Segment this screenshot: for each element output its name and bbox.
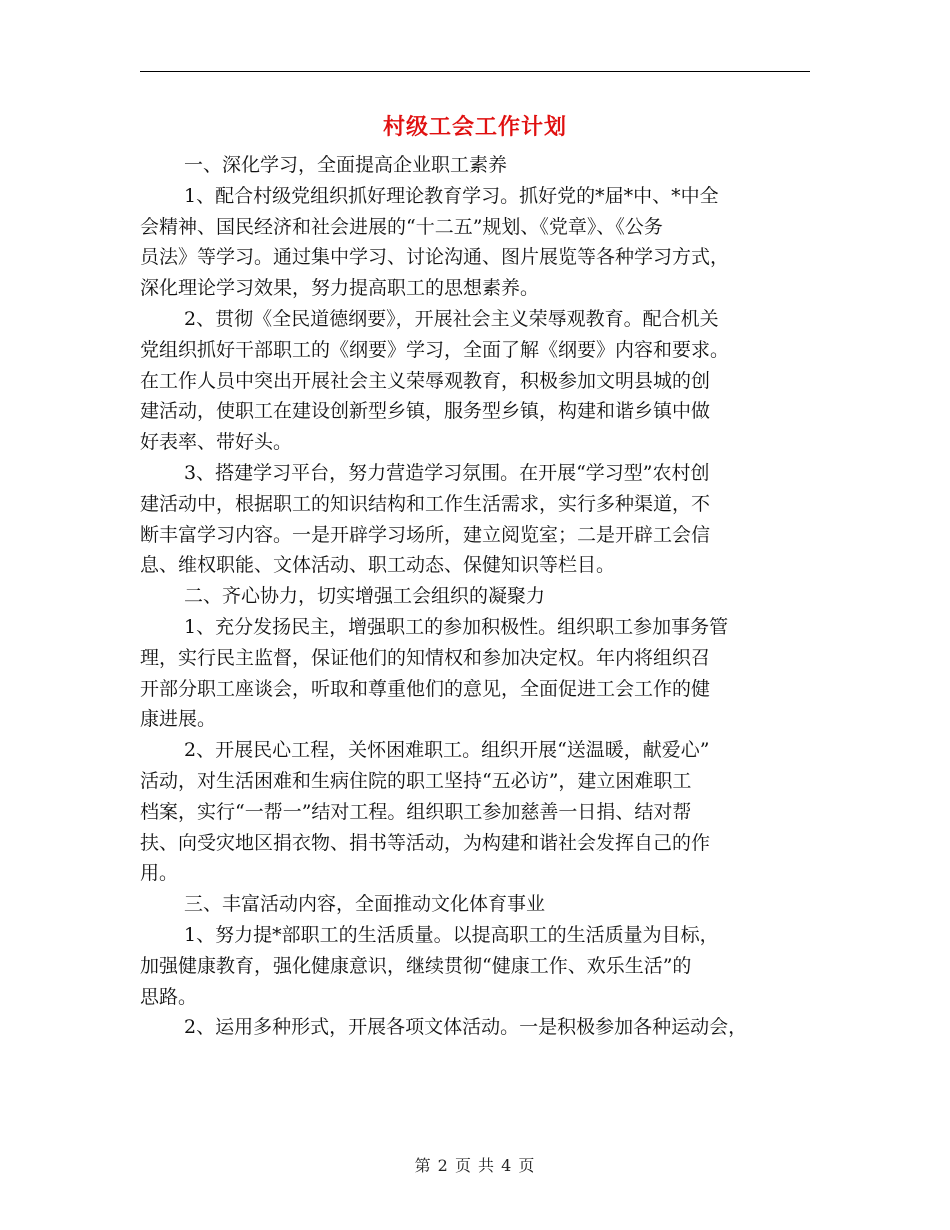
paragraph-line: 用。 [140, 862, 179, 885]
paragraph-line: 2、开展民心工程，关怀困难职工。组织开展“送温暖，献爱心” [184, 739, 710, 762]
section-heading: 二、齐心协力，切实增强工会组织的凝聚力 [184, 585, 546, 608]
paragraph-line: 建活动，使职工在建设创新型乡镇，服务型乡镇，构建和谐乡镇中做 [140, 400, 711, 423]
paragraph-line: 1、充分发扬民主，增强职工的参加积极性。组织职工参加事务管 [184, 615, 729, 638]
paragraph-line: 思路。 [140, 985, 198, 1008]
paragraph-line: 3、搭建学习平台，努力营造学习氛围。在开展“学习型”农村创 [184, 461, 710, 484]
paragraph-line: 息、维权职能、文体活动、职工动态、保健知识等栏目。 [140, 554, 616, 577]
paragraph-line: 员法》等学习。通过集中学习、讨论沟通、图片展览等各种学习方式， [140, 246, 730, 269]
section-heading: 三、丰富活动内容，全面推动文化体育事业 [184, 893, 546, 916]
paragraph-line: 深化理论学习效果，努力提高职工的思想素养。 [140, 277, 540, 300]
paragraph-line: 2、贯彻《全民道德纲要》，开展社会主义荣辱观教育。配合机关 [184, 307, 719, 330]
paragraph-line: 断丰富学习内容。一是开辟学习场所，建立阅览室；二是开辟工会信 [140, 523, 711, 546]
document-body [140, 150, 810, 1043]
paragraph-line: 开部分职工座谈会，听取和尊重他们的意见，全面促进工会工作的健 [140, 677, 711, 700]
paragraph-line: 活动，对生活困难和生病住院的职工坚持“五必访”，建立困难职工 [140, 769, 692, 792]
paragraph-line: 理，实行民主监督，保证他们的知情权和参加决定权。年内将组织召 [140, 646, 711, 669]
header-rule [140, 71, 810, 72]
paragraph-line: 扶、向受灾地区捐衣物、捐书等活动，为构建和谐社会发挥自己的作 [140, 831, 711, 854]
paragraph-line: 好表率、带好头。 [140, 431, 293, 454]
page-number: 第 2 页 共 4 页 [414, 1156, 536, 1175]
paragraph-line: 1、配合村级党组织抓好理论教育学习。抓好党的*届*中、*中全 [184, 184, 719, 207]
paragraph-line: 2、运用多种形式，开展各项文体活动。一是积极参加各种运动会， [184, 1016, 748, 1039]
paragraph-line: 在工作人员中突出开展社会主义荣辱观教育，积极参加文明县城的创 [140, 369, 711, 392]
paragraph-line: 1、努力提*部职工的生活质量。以提高职工的生活质量为目标， [184, 923, 719, 946]
document-title: 村级工会工作计划 [382, 114, 567, 140]
paragraph-line: 会精神、国民经济和社会进展的“十二五”规划、《党章》、《公务 [140, 215, 663, 238]
section-heading: 一、深化学习，全面提高企业职工素养 [184, 154, 508, 176]
paragraph-line: 档案，实行“一帮一”结对工程。组织职工参加慈善一日捐、结对帮 [140, 800, 692, 823]
paragraph-line: 康进展。 [140, 708, 217, 731]
paragraph-line: 加强健康教育，强化健康意识，继续贯彻“健康工作、欢乐生活”的 [140, 954, 692, 977]
paragraph-line: 建活动中，根据职工的知识结构和工作生活需求，实行多种渠道，不 [140, 492, 711, 515]
paragraph-line: 党组织抓好干部职工的《纲要》学习，全面了解《纲要》内容和要求。 [140, 338, 730, 361]
